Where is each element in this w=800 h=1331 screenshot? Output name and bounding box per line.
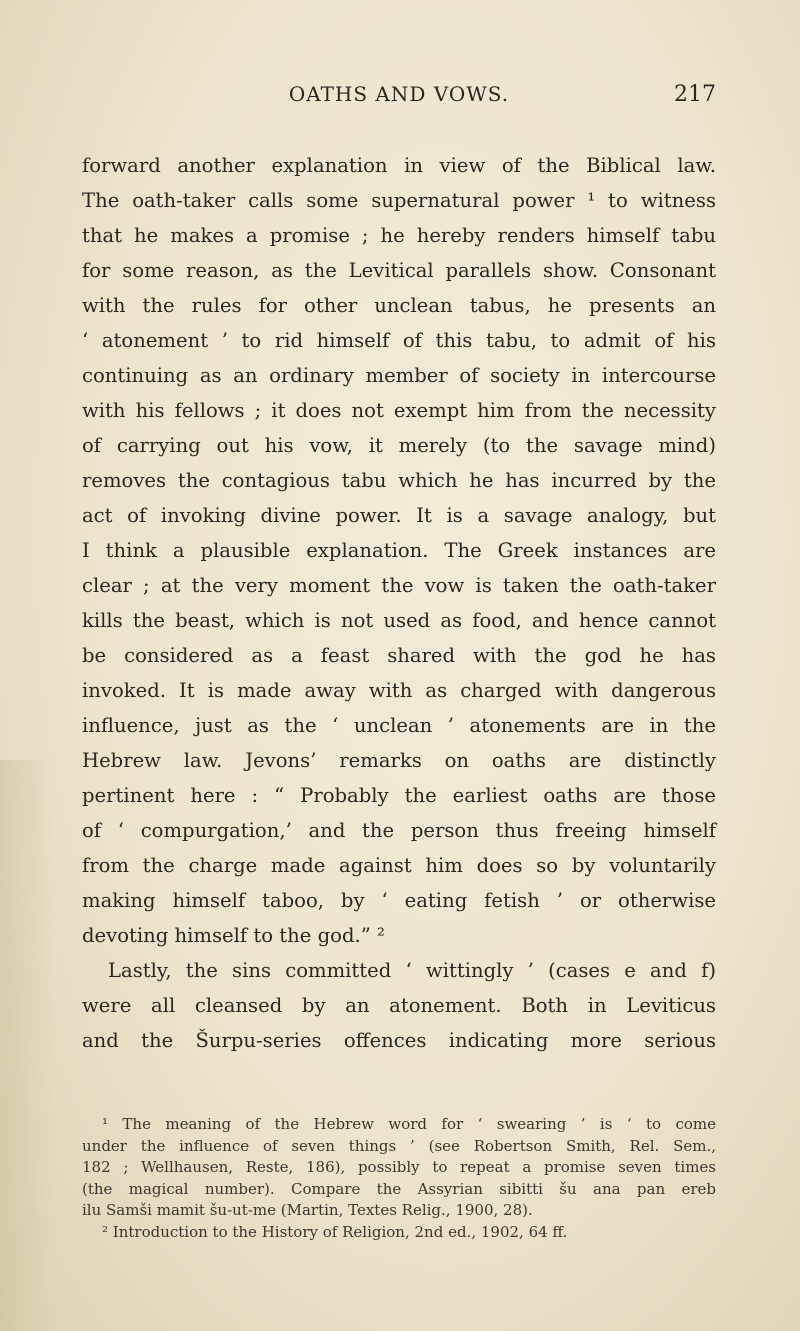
body-line: kills the beast, which is not used as food, and hence cannot [82,609,716,632]
body-line: continuing as an ordinary member of society in intercourse [82,364,716,387]
page-header [82,82,716,122]
running-head: OATHS AND VOWS. [288,82,510,106]
body-line: of ‘ compurgation,’ and the person thus freeing himself [82,819,716,842]
body-line: clear ; at the very moment the vow is taken the oath-taker [82,574,716,597]
body-line: devoting himself to the god.” ² [82,924,385,947]
body-line: were all cleansed by an atonement. Both in Leviticus [82,994,716,1017]
body-line: of carrying out his vow, it merely (to the savage mind) [82,434,716,457]
body-line: invoked. It is made away with as charged with dangerous [82,679,716,702]
body-line: Lastly, the sins committed ‘ wittingly ’ (cases e and f) [108,959,716,982]
body-line: be considered as a feast shared with the god he has [82,644,716,667]
body-line: ‘ atonement ’ to rid himself of this tabu, to admit of his [82,329,716,352]
body-line: The oath-taker calls some supernatural power ¹ to witness [82,189,716,212]
body-line: forward another explanation in view of the Biblical law. [82,154,716,177]
footnotes [82,1114,716,1243]
body-line: influence, just as the ‘ unclean ’ atonements are in the [82,714,716,737]
body-line: removes the contagious tabu which he has incurred by the [82,469,716,492]
footnote-line: 182 ; Wellhausen, Reste, 186), possibly to repeat a promise seven times [82,1158,716,1176]
footnote-line: under the influence of seven things ’ (see Robertson Smith, Rel. Sem., [82,1136,716,1155]
body-line: pertinent here : “ Probably the earliest oaths are those [82,784,716,807]
body-line: that he makes a promise ; he hereby renders himself tabu [82,224,716,247]
body-line: with the rules for other unclean tabus, he presents an [82,294,716,317]
footnote-line: (the magical number). Compare the Assyrian sibitti šu ana pan ereb [82,1179,716,1198]
body-text [82,148,716,1058]
body-line: making himself taboo, by ‘ eating fetish ’ or otherwise [82,889,716,912]
body-line: I think a plausible explanation. The Greek instances are [82,539,716,562]
footnote-line: ¹ The meaning of the Hebrew word for ‘ swearing ’ is ‘ to come [102,1115,716,1133]
page-number: 217 [674,82,716,107]
footnote-line: ² Introduction to the History of Religion, 2nd ed., 1902, 64 ff. [102,1222,568,1241]
body-line: for some reason, as the Levitical parallels show. Consonant [82,259,716,282]
body-line: from the charge made against him does so by voluntarily [82,854,716,877]
body-line: and the Šurpu-series offences indicating more serious [82,1029,716,1052]
footnote-line: ilu Samši mamit šu-ut-me (Martin, Textes Relig., 1900, 28). [82,1201,533,1219]
body-line: act of invoking divine power. It is a savage analogy, but [82,504,716,527]
body-line: with his fellows ; it does not exempt him from the necessity [82,399,716,422]
body-line: Hebrew law. Jevons’ remarks on oaths are distinctly [82,749,716,772]
